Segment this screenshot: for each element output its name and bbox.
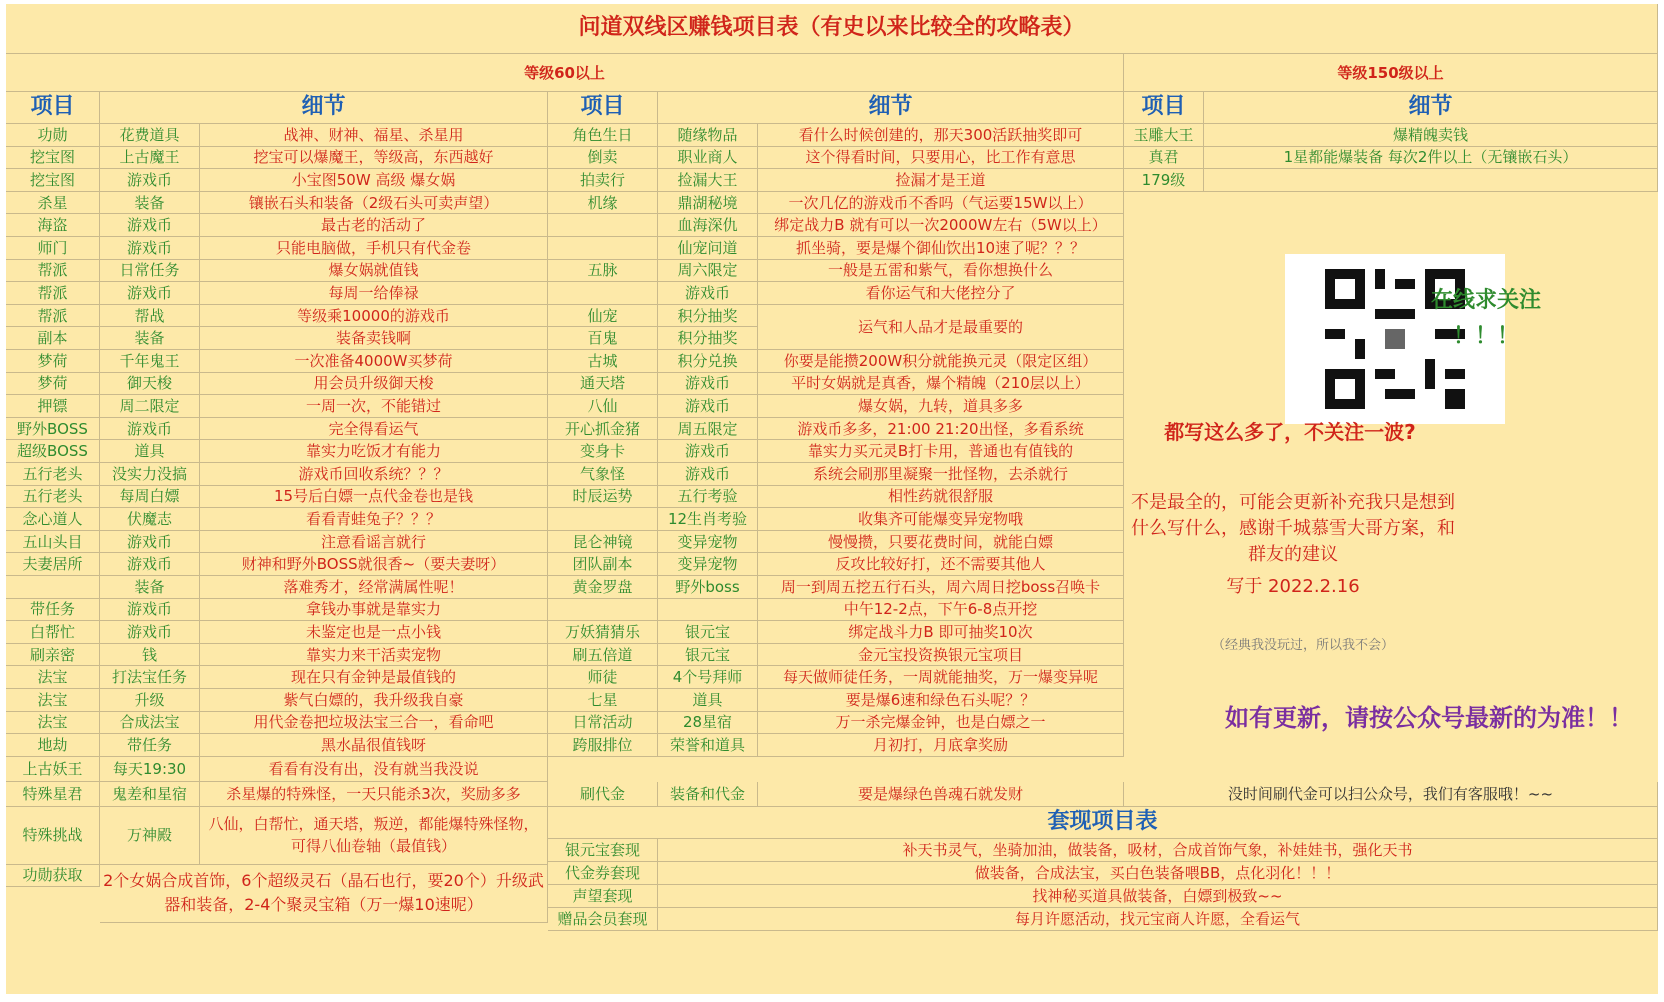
mid-item-cell: 野外boss [658,576,758,599]
left-project-cell: 师门 [6,237,100,260]
mid-item-cell: 周五限定 [658,418,758,441]
left-detail-cell: 最古老的活动了 [200,214,548,237]
left-detail-cell: 看看青蛙兔子？？？ [200,508,548,531]
left-item-cell: 游戏币 [100,237,200,260]
left-item-cell: 装备 [100,192,200,215]
left-project-cell: 夫妻居所 [6,553,100,576]
level-60-header: 等级60以上 [6,54,1124,92]
mid-detail-cell: 看你运气和大佬控分了 [758,282,1124,305]
follow-line2: ！！！ [1452,323,1519,349]
left-detail-cell: 杀星爆的特殊怪，一天只能杀3次，奖励多多 [200,782,548,807]
left-detail-cell: 紫气白嫖的，我升级我自豪 [200,689,548,712]
left-item-cell: 游戏币 [100,282,200,305]
mid-item-cell: 积分兑换 [658,350,758,373]
left-project-cell: 功勋 [6,124,100,147]
left-detail-cell: 2个女娲合成首饰，6个超级灵石（晶石也行，要20个）升级武器和装备，2-4个聚灵宝箱（万一爆10速呢） [100,865,548,923]
left-project-cell: 白帮忙 [6,621,100,644]
mid-item-cell: 鼎湖秘境 [658,192,758,215]
left-item-cell: 每天19:30 [100,757,200,782]
left-item-cell: 升级 [100,689,200,712]
left-project-cell: 杀星 [6,192,100,215]
left-project-cell: 特殊挑战 [6,807,100,865]
mid-item-cell: 12生肖考验 [658,508,758,531]
mid-item-cell: 28星宿 [658,712,758,735]
left-project-cell: 挖宝图 [6,147,100,170]
mid-item-cell: 积分抽奖 [658,327,758,350]
mid-item-cell: 捡漏大王 [658,169,758,192]
mid-detail-cell: 这个得看时间，只要用心，比工作有意思 [758,147,1124,170]
left-item-cell: 钱 [100,644,200,667]
left-detail-cell: 小宝图50W 高级 爆女娲 [200,169,548,192]
left-item-cell: 没实力没搞 [100,463,200,486]
left-item-cell: 游戏币 [100,169,200,192]
cash-project-cell: 代金券套现 [548,862,658,885]
mid-project-cell: 万妖猜猜乐 [548,621,658,644]
right-note-cell: 没时间刷代金可以扫公众号，我们有客服哦！~~ [1124,782,1658,807]
left-item-cell: 道具 [100,440,200,463]
left-detail-cell: 财神和野外BOSS就很香~（要夫妻呀） [200,553,548,576]
left-detail-cell: 游戏币回收系统？？？ [200,463,548,486]
left-item-cell: 伏魔志 [100,508,200,531]
mid-project-cell [548,599,658,622]
mid-item-cell: 游戏币 [658,463,758,486]
mid-detail-cell: 反攻比较好打，还不需要其他人 [758,553,1124,576]
mid-project-cell: 变身卡 [548,440,658,463]
left-project-cell: 念心道人 [6,508,100,531]
mid-item-cell: 仙宠问道 [658,237,758,260]
mid-project-cell: 黄金罗盘 [548,576,658,599]
left-project-cell: 法宝 [6,666,100,689]
cash-project-cell: 赠品会员套现 [548,908,658,931]
mid-detail-cell: 游戏币多多，21:00 21:20出怪，多看系统 [758,418,1124,441]
mid-item-cell: 游戏币 [658,282,758,305]
mid-project-cell [548,508,658,531]
author-date: 写于 2022.2.16 [1226,576,1360,598]
mid-project-cell: 团队副本 [548,553,658,576]
mid-project-cell: 昆仑神镜 [548,531,658,554]
left-item-cell: 装备 [100,576,200,599]
mid-item-cell: 4个号拜师 [658,666,758,689]
header-detail: 细节 [100,92,548,124]
mid-detail-cell: 抓坐骑，要是爆个御仙饮出10速了呢？？？ [758,237,1124,260]
mid-project-cell: 气象怪 [548,463,658,486]
header-project: 项目 [6,92,100,124]
mid-project-cell: 仙宠 [548,305,658,328]
left-project-cell: 特殊星君 [6,782,100,807]
left-detail-cell: 每周一给俸禄 [200,282,548,305]
level-150-header: 等级150级以上 [1124,54,1658,92]
left-project-cell: 梦荷 [6,373,100,396]
cash-detail-cell: 找神秘买道具做装备，白嫖到极致~~ [658,885,1658,908]
mid-project-cell: 跨服排位 [548,734,658,757]
mid-project-cell [548,237,658,260]
left-project-cell: 帮派 [6,305,100,328]
spreadsheet [6,4,1658,994]
mid-detail-cell: 绑定战斗力B 即可抽奖10次 [758,621,1124,644]
left-detail-cell: 未鉴定也是一点小钱 [200,621,548,644]
mid-item-cell: 积分抽奖 [658,305,758,328]
cash-detail-cell: 补天书灵气，坐骑加油，做装备，吸材，合成首饰气象，补娃娃书，强化天书 [658,839,1658,862]
mid-project-cell: 百鬼 [548,327,658,350]
mid-item-cell [658,599,758,622]
mid-detail-cell: 月初打，月底拿奖励 [758,734,1124,757]
left-detail-cell: 15号后白嫖一点代金卷也是钱 [200,486,548,509]
mid-item-cell: 随缘物品 [658,124,758,147]
left-item-cell: 千年鬼王 [100,350,200,373]
left-project-cell: 押镖 [6,395,100,418]
author-note: 不是最全的，可能会更新补充我只是想到什么写什么，感谢千城慕雪大哥方案，和群友的建议 [1131,491,1455,566]
left-item-cell: 花费道具 [100,124,200,147]
mid-detail-cell: 金元宝投资换银元宝项目 [758,644,1124,667]
header-project: 项目 [548,92,658,124]
mid-item-cell: 变异宠物 [658,553,758,576]
cash-detail-cell: 每月许愿活动，找元宝商人许愿，全看运气 [658,908,1658,931]
mid-item-cell: 荣誉和道具 [658,734,758,757]
left-item-cell: 合成法宝 [100,712,200,735]
left-detail-cell: 用会员升级御天梭 [200,373,548,396]
left-detail-cell: 装备卖钱啊 [200,327,548,350]
mid-item-cell: 血海深仇 [658,214,758,237]
mid-detail-cell: 要是爆绿色兽魂石就发财 [758,782,1124,807]
header-detail: 细节 [1204,92,1658,124]
left-item-cell: 游戏币 [100,531,200,554]
left-item-cell: 游戏币 [100,553,200,576]
mid-project-cell: 日常活动 [548,712,658,735]
mid-detail-cell: 捡漏才是王道 [758,169,1124,192]
left-item-cell: 打法宝任务 [100,666,200,689]
left-detail-cell: 八仙，白帮忙，通天塔，叛逆，都能爆特殊怪物，可得八仙卷轴（最值钱） [200,807,548,865]
mid-project-cell: 八仙 [548,395,658,418]
mid-detail-cell: 系统会刷那里凝聚一批怪物，去杀就行 [758,463,1124,486]
left-item-cell: 周二限定 [100,395,200,418]
mid-project-cell: 时辰运势 [548,486,658,509]
left-item-cell: 帮战 [100,305,200,328]
left-project-cell: 帮派 [6,282,100,305]
mid-item-cell: 周六限定 [658,260,758,283]
mid-detail-cell: 靠实力买元灵B打卡用，普通也有值钱的 [758,440,1124,463]
sheet-title: 问道双线区赚钱项目表（有史以来比较全的攻略表） [6,4,1658,54]
left-project-cell: 五行老头 [6,486,100,509]
left-item-cell: 带任务 [100,734,200,757]
left-project-cell: 五行老头 [6,463,100,486]
left-detail-cell: 战神、财神、福星、杀星用 [200,124,548,147]
right-project-cell: 179级 [1124,169,1204,192]
mid-detail-cell: 爆女娲，九转，道具多多 [758,395,1124,418]
left-detail-cell: 镶嵌石头和装备（2级石头可卖声望） [200,192,548,215]
left-item-cell: 游戏币 [100,214,200,237]
mid-detail-cell: 慢慢攒，只要花费时间，就能白嫖 [758,531,1124,554]
left-detail-cell: 爆女娲就值钱 [200,260,548,283]
mid-detail-cell: 你要是能攒200W积分就能换元灵（限定区组） [758,350,1124,373]
left-detail-cell: 看看有没有出，没有就当我没说 [200,757,548,782]
mid-detail-cell: 每天做师徒任务，一周就能抽奖，万一爆变异呢 [758,666,1124,689]
mid-project-cell: 七星 [548,689,658,712]
mid-item-cell: 游戏币 [658,395,758,418]
mid-project-cell: 开心抓金猪 [548,418,658,441]
right-project-cell: 玉雕大王 [1124,124,1204,147]
left-item-cell: 日常任务 [100,260,200,283]
mid-item-cell: 道具 [658,689,758,712]
mid-project-cell: 机缘 [548,192,658,215]
left-detail-cell: 落难秀才，经常满属性呢！ [200,576,548,599]
left-detail-cell: 拿钱办事就是靠实力 [200,599,548,622]
header-detail: 细节 [658,92,1124,124]
left-item-cell: 游戏币 [100,621,200,644]
mid-project-cell: 通天塔 [548,373,658,396]
mid-detail-cell: 看什么时候创建的，那天300活跃抽奖即可 [758,124,1124,147]
left-detail-cell: 等级乘10000的游戏币 [200,305,548,328]
mid-item-cell: 职业商人 [658,147,758,170]
follow-prompt: 都写这么多了，不关注一波? [1164,420,1416,444]
mid-item-cell: 银元宝 [658,644,758,667]
left-project-cell: 挖宝图 [6,169,100,192]
left-project-cell: 副本 [6,327,100,350]
left-detail-cell: 靠实力来干活卖宠物 [200,644,548,667]
header-project: 项目 [1124,92,1204,124]
left-detail-cell: 挖宝可以爆魔王，等级高，东西越好 [200,147,548,170]
left-detail-cell: 一周一次，不能错过 [200,395,548,418]
cash-project-cell: 银元宝套现 [548,839,658,862]
left-project-cell: 法宝 [6,712,100,735]
mid-project-cell: 刷五倍道 [548,644,658,667]
mid-item-cell: 五行考验 [658,486,758,509]
cash-project-cell: 声望套现 [548,885,658,908]
left-project-cell: 海盗 [6,214,100,237]
mid-project-cell: 五脉 [548,260,658,283]
left-item-cell: 御天梭 [100,373,200,396]
mid-detail-cell: 要是爆6速和绿色石头呢？？ [758,689,1124,712]
left-item-cell: 鬼差和星宿 [100,782,200,807]
left-project-cell: 梦荷 [6,350,100,373]
left-project-cell: 带任务 [6,599,100,622]
cash-table-title: 套现项目表 [548,807,1658,839]
mid-project-cell [548,282,658,305]
left-item-cell: 游戏币 [100,599,200,622]
mid-project-cell: 刷代金 [548,782,658,807]
left-project-cell: 法宝 [6,689,100,712]
right-detail-cell: 1星都能爆装备 每次2件以上（无镶嵌石头） [1204,147,1658,170]
left-detail-cell: 一次准备4000W买梦荷 [200,350,548,373]
left-detail-cell: 注意看谣言就行 [200,531,548,554]
left-detail-cell: 用代金卷把垃圾法宝三合一，看命吧 [200,712,548,735]
left-item-cell: 装备 [100,327,200,350]
mid-project-cell: 师徒 [548,666,658,689]
mid-detail-cell: 周一到周五挖五行石头，周六周日挖boss召唤卡 [758,576,1124,599]
mid-detail-cell: 一次几亿的游戏币不香吗（气运要15W以上） [758,192,1124,215]
left-project-cell: 帮派 [6,260,100,283]
mid-project-cell: 角色生日 [548,124,658,147]
mid-project-cell: 拍卖行 [548,169,658,192]
mid-item-cell: 游戏币 [658,373,758,396]
classic-note: （经典我没玩过，所以我不会） [1211,638,1394,654]
left-project-cell: 五山头目 [6,531,100,554]
right-detail-cell: 爆精魄卖钱 [1204,124,1658,147]
left-project-cell [6,576,100,599]
left-item-cell: 每周白嫖 [100,486,200,509]
mid-detail-cell: 一般是五雷和紫气，看你想换什么 [758,260,1124,283]
left-item-cell: 万神殿 [100,807,200,865]
left-detail-cell: 现在只有金钟是最值钱的 [200,666,548,689]
left-detail-cell: 完全得看运气 [200,418,548,441]
right-project-cell: 真君 [1124,147,1204,170]
mid-detail-cell: 万一杀完爆金钟，也是白嫖之一 [758,712,1124,735]
left-project-cell: 野外BOSS [6,418,100,441]
left-detail-cell: 黑水晶很值钱呀 [200,734,548,757]
mid-item-cell: 银元宝 [658,621,758,644]
left-project-cell: 刷亲密 [6,644,100,667]
follow-line1: 在线求关注 [1430,287,1541,313]
left-project-cell: 超级BOSS [6,440,100,463]
mid-project-cell [548,214,658,237]
cash-detail-cell: 做装备，合成法宝，买白色装备喂BB，点化羽化！！！ [658,862,1658,885]
mid-detail-cell: 中午12-2点，下午6-8点开挖 [758,599,1124,622]
left-item-cell: 游戏币 [100,418,200,441]
left-project-cell: 上古妖王 [6,757,100,782]
mid-detail-cell: 平时女娲就是真香，爆个精魄（210层以上） [758,373,1124,396]
left-item-cell: 上古魔王 [100,147,200,170]
mid-item-cell: 装备和代金 [658,782,758,807]
left-detail-cell: 只能电脑做，手机只有代金卷 [200,237,548,260]
right-detail-cell [1204,169,1658,192]
mid-project-cell: 古城 [548,350,658,373]
mid-detail-cell: 运气和人品才是最重要的 [758,305,1124,350]
left-project-cell: 地劫 [6,734,100,757]
mid-item-cell: 变异宠物 [658,531,758,554]
mid-detail-cell: 绑定战力B 就有可以一次2000W左右（5W以上） [758,214,1124,237]
mid-project-cell: 倒卖 [548,147,658,170]
left-project-cell: 功勋获取 [6,865,100,887]
mid-detail-cell: 相性药就很舒服 [758,486,1124,509]
mid-detail-cell: 收集齐可能爆变异宠物哦 [758,508,1124,531]
left-detail-cell: 靠实力吃饭才有能力 [200,440,548,463]
update-note: 如有更新，请按公众号最新的为准！！ [1225,704,1633,733]
mid-item-cell: 游戏币 [658,440,758,463]
